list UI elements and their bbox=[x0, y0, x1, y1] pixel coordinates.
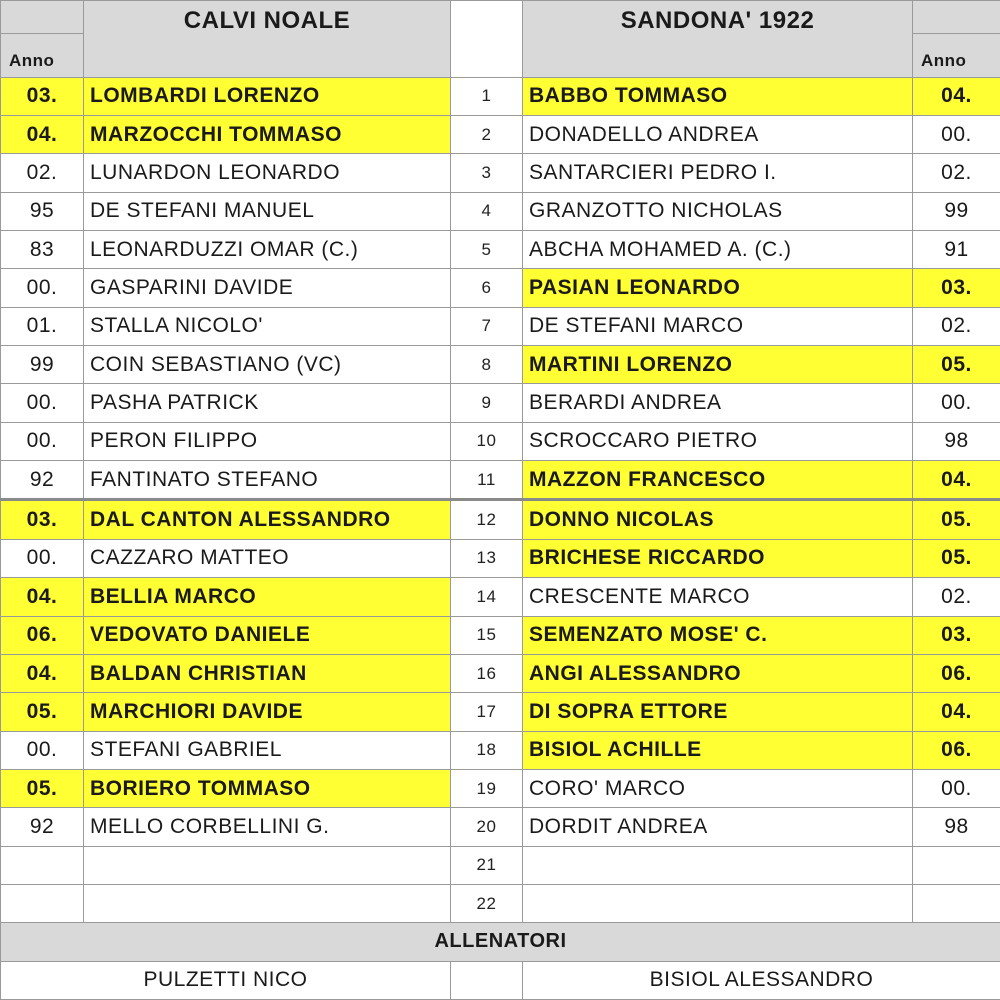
home-player-year: 03. bbox=[1, 500, 84, 539]
shirt-number: 7 bbox=[451, 307, 523, 345]
player-row bbox=[1, 731, 1000, 769]
shirt-number: 14 bbox=[451, 578, 523, 616]
home-player-year: 00. bbox=[1, 539, 84, 577]
player-row bbox=[1, 500, 1000, 539]
home-player-name: STEFANI GABRIEL bbox=[84, 731, 451, 769]
home-player-name: LEONARDUZZI OMAR (C.) bbox=[84, 231, 451, 269]
player-row bbox=[1, 192, 1000, 230]
away-player-year: 02. bbox=[913, 154, 1000, 192]
player-row bbox=[1, 231, 1000, 269]
away-player-year: 91 bbox=[913, 231, 1000, 269]
home-player-name: VEDOVATO DANIELE bbox=[84, 616, 451, 654]
player-row bbox=[1, 422, 1000, 460]
away-player-name: CRESCENTE MARCO bbox=[523, 578, 913, 616]
home-anno-label: Anno bbox=[1, 34, 84, 77]
home-player-name: MARCHIORI DAVIDE bbox=[84, 693, 451, 731]
player-row bbox=[1, 154, 1000, 192]
coaches-title-row bbox=[1, 923, 1000, 961]
home-player-year: 04. bbox=[1, 578, 84, 616]
player-row bbox=[1, 654, 1000, 692]
away-player-name bbox=[523, 846, 913, 884]
away-player-name: MARTINI LORENZO bbox=[523, 346, 913, 384]
away-player-name: DONADELLO ANDREA bbox=[523, 116, 913, 154]
away-anno-label: Anno bbox=[913, 34, 1000, 77]
home-player-year: 95 bbox=[1, 192, 84, 230]
away-player-year: 00. bbox=[913, 384, 1000, 422]
home-player-name: MARZOCCHI TOMMASO bbox=[84, 116, 451, 154]
away-player-year: 00. bbox=[913, 769, 1000, 807]
player-row bbox=[1, 307, 1000, 345]
home-year-header-top bbox=[1, 1, 84, 34]
player-row bbox=[1, 693, 1000, 731]
away-player-name: ABCHA MOHAMED A. (C.) bbox=[523, 231, 913, 269]
home-player-name: CAZZARO MATTEO bbox=[84, 539, 451, 577]
home-player-name: BELLIA MARCO bbox=[84, 578, 451, 616]
player-row bbox=[1, 384, 1000, 422]
away-player-year: 03. bbox=[913, 269, 1000, 307]
player-row bbox=[1, 116, 1000, 154]
away-player-name: PASIAN LEONARDO bbox=[523, 269, 913, 307]
shirt-number: 16 bbox=[451, 654, 523, 692]
away-player-name: SCROCCARO PIETRO bbox=[523, 422, 913, 460]
home-player-year bbox=[1, 846, 84, 884]
player-row bbox=[1, 808, 1000, 846]
home-player-year: 92 bbox=[1, 461, 84, 500]
home-player-year: 02. bbox=[1, 154, 84, 192]
home-player-year: 05. bbox=[1, 693, 84, 731]
shirt-number: 18 bbox=[451, 731, 523, 769]
number-column-header bbox=[451, 1, 523, 78]
home-player-year: 03. bbox=[1, 77, 84, 115]
away-player-name: DONNO NICOLAS bbox=[523, 500, 913, 539]
away-player-name: SEMENZATO MOSE' C. bbox=[523, 616, 913, 654]
coaches-row bbox=[1, 961, 1000, 999]
player-row bbox=[1, 846, 1000, 884]
player-row bbox=[1, 884, 1000, 922]
away-player-year: 02. bbox=[913, 578, 1000, 616]
shirt-number: 2 bbox=[451, 116, 523, 154]
shirt-number: 17 bbox=[451, 693, 523, 731]
away-player-year: 04. bbox=[913, 693, 1000, 731]
shirt-number: 15 bbox=[451, 616, 523, 654]
home-player-name: COIN SEBASTIANO (VC) bbox=[84, 346, 451, 384]
home-player-name: FANTINATO STEFANO bbox=[84, 461, 451, 500]
shirt-number: 1 bbox=[451, 77, 523, 115]
home-player-name bbox=[84, 846, 451, 884]
home-player-name bbox=[84, 884, 451, 922]
coaches-spacer bbox=[451, 961, 523, 999]
away-player-year: 06. bbox=[913, 654, 1000, 692]
shirt-number: 11 bbox=[451, 461, 523, 500]
home-player-year: 06. bbox=[1, 616, 84, 654]
coaches-title: ALLENATORI bbox=[1, 923, 1000, 961]
shirt-number: 5 bbox=[451, 231, 523, 269]
home-player-year: 00. bbox=[1, 269, 84, 307]
lineup-table-body bbox=[1, 1, 1000, 1000]
home-coach-name: PULZETTI NICO bbox=[1, 961, 451, 999]
shirt-number: 20 bbox=[451, 808, 523, 846]
away-player-year: 99 bbox=[913, 192, 1000, 230]
home-player-year bbox=[1, 884, 84, 922]
player-row bbox=[1, 269, 1000, 307]
home-player-year: 05. bbox=[1, 769, 84, 807]
shirt-number: 4 bbox=[451, 192, 523, 230]
away-player-year: 02. bbox=[913, 307, 1000, 345]
away-player-year bbox=[913, 846, 1000, 884]
home-player-name: BORIERO TOMMASO bbox=[84, 769, 451, 807]
away-player-year: 04. bbox=[913, 77, 1000, 115]
away-player-name: BRICHESE RICCARDO bbox=[523, 539, 913, 577]
home-player-name: PASHA PATRICK bbox=[84, 384, 451, 422]
home-player-year: 00. bbox=[1, 422, 84, 460]
shirt-number: 21 bbox=[451, 846, 523, 884]
away-player-name: BABBO TOMMASO bbox=[523, 77, 913, 115]
away-player-name: BISIOL ACHILLE bbox=[523, 731, 913, 769]
player-row bbox=[1, 77, 1000, 115]
player-row bbox=[1, 461, 1000, 500]
away-player-year: 00. bbox=[913, 116, 1000, 154]
away-player-name: BERARDI ANDREA bbox=[523, 384, 913, 422]
shirt-number: 10 bbox=[451, 422, 523, 460]
away-player-year bbox=[913, 884, 1000, 922]
home-player-name: BALDAN CHRISTIAN bbox=[84, 654, 451, 692]
home-player-name: STALLA NICOLO' bbox=[84, 307, 451, 345]
home-player-name: DAL CANTON ALESSANDRO bbox=[84, 500, 451, 539]
player-row bbox=[1, 346, 1000, 384]
home-player-year: 01. bbox=[1, 307, 84, 345]
home-player-year: 92 bbox=[1, 808, 84, 846]
player-row bbox=[1, 578, 1000, 616]
home-player-year: 00. bbox=[1, 731, 84, 769]
away-player-name bbox=[523, 884, 913, 922]
header-row-top bbox=[1, 1, 1000, 34]
away-player-year: 05. bbox=[913, 539, 1000, 577]
home-player-year: 83 bbox=[1, 231, 84, 269]
away-player-name: SANTARCIERI PEDRO I. bbox=[523, 154, 913, 192]
home-player-year: 99 bbox=[1, 346, 84, 384]
home-player-name: LOMBARDI LORENZO bbox=[84, 77, 451, 115]
shirt-number: 13 bbox=[451, 539, 523, 577]
away-player-year: 05. bbox=[913, 346, 1000, 384]
shirt-number: 6 bbox=[451, 269, 523, 307]
home-player-name: PERON FILIPPO bbox=[84, 422, 451, 460]
shirt-number: 9 bbox=[451, 384, 523, 422]
away-player-year: 04. bbox=[913, 461, 1000, 500]
home-team-name: CALVI NOALE bbox=[84, 1, 451, 78]
home-player-year: 04. bbox=[1, 654, 84, 692]
player-row bbox=[1, 769, 1000, 807]
away-player-year: 05. bbox=[913, 500, 1000, 539]
away-year-header-top bbox=[913, 1, 1000, 34]
away-player-name: DORDIT ANDREA bbox=[523, 808, 913, 846]
away-player-name: DI SOPRA ETTORE bbox=[523, 693, 913, 731]
home-player-name: DE STEFANI MANUEL bbox=[84, 192, 451, 230]
shirt-number: 12 bbox=[451, 500, 523, 539]
shirt-number: 8 bbox=[451, 346, 523, 384]
player-row bbox=[1, 539, 1000, 577]
away-team-name: SANDONA' 1922 bbox=[523, 1, 913, 78]
away-player-name: ANGI ALESSANDRO bbox=[523, 654, 913, 692]
player-row bbox=[1, 616, 1000, 654]
away-player-year: 98 bbox=[913, 808, 1000, 846]
away-player-year: 06. bbox=[913, 731, 1000, 769]
away-player-year: 98 bbox=[913, 422, 1000, 460]
shirt-number: 22 bbox=[451, 884, 523, 922]
shirt-number: 3 bbox=[451, 154, 523, 192]
away-player-name: MAZZON FRANCESCO bbox=[523, 461, 913, 500]
home-player-year: 00. bbox=[1, 384, 84, 422]
away-player-name: CORO' MARCO bbox=[523, 769, 913, 807]
home-player-year: 04. bbox=[1, 116, 84, 154]
shirt-number: 19 bbox=[451, 769, 523, 807]
away-player-year: 03. bbox=[913, 616, 1000, 654]
home-player-name: GASPARINI DAVIDE bbox=[84, 269, 451, 307]
home-player-name: LUNARDON LEONARDO bbox=[84, 154, 451, 192]
home-player-name: MELLO CORBELLINI G. bbox=[84, 808, 451, 846]
away-coach-name: BISIOL ALESSANDRO bbox=[523, 961, 1000, 999]
away-player-name: GRANZOTTO NICHOLAS bbox=[523, 192, 913, 230]
away-player-name: DE STEFANI MARCO bbox=[523, 307, 913, 345]
